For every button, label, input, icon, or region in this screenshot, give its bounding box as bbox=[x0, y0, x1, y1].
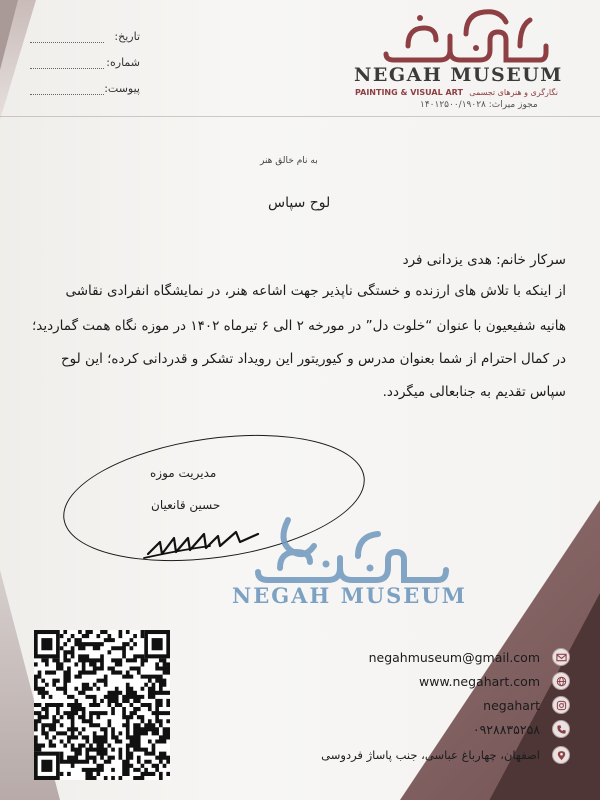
date-field bbox=[30, 30, 140, 46]
mail-icon bbox=[552, 648, 570, 666]
contact-instagram[interactable] bbox=[310, 696, 570, 716]
museum-stamp bbox=[218, 510, 458, 630]
body-line-4: سپاس تقدیم به جنابعالی میگردد. bbox=[382, 384, 566, 400]
opening-phrase: به نام خالق هنر bbox=[260, 156, 318, 166]
qr-code[interactable] bbox=[34, 630, 170, 780]
museum-logo bbox=[340, 0, 570, 112]
phone-text[interactable]: ۰۹۲۸۸۳۵۲۵۸ bbox=[472, 722, 540, 737]
stamp-text: NEGAH MUSEUM bbox=[232, 583, 467, 608]
qr-finder-pattern bbox=[34, 752, 60, 780]
attachment-field bbox=[30, 82, 140, 98]
phone-icon bbox=[552, 720, 570, 738]
instagram-text[interactable]: negahart bbox=[483, 698, 540, 713]
website-text[interactable]: www.negahart.com bbox=[419, 674, 540, 689]
museum-logo-mark-icon bbox=[380, 6, 550, 66]
contact-website[interactable] bbox=[310, 672, 570, 692]
contact-email[interactable] bbox=[310, 648, 570, 668]
museum-logo-name: NEGAH MUSEUM bbox=[354, 64, 563, 86]
heritage-permit: مجوز میراث: ۱۴۰۱۲۵۰۰/۱۹۰۲۸ bbox=[420, 100, 538, 110]
header-divider bbox=[0, 116, 600, 117]
number-label: شماره: bbox=[106, 56, 140, 69]
greeting-line: سرکار خانم: هدی یزدانی فرد bbox=[402, 252, 566, 268]
museum-logo-subtitle-en: PAINTING & VISUAL ART bbox=[355, 88, 463, 97]
instagram-icon bbox=[552, 696, 570, 714]
date-label: تاریخ: bbox=[114, 30, 140, 43]
contact-phone[interactable] bbox=[310, 720, 570, 740]
letter-title: لوح سپاس bbox=[268, 195, 331, 211]
address-text: اصفهان، چهارباغ عباسی، جنب پاساژ فردوسی bbox=[321, 748, 540, 762]
signatory-role: مدیریت موزه bbox=[150, 466, 217, 480]
globe-icon bbox=[552, 672, 570, 690]
attachment-label: پیوست: bbox=[104, 82, 140, 95]
number-line bbox=[30, 68, 104, 69]
date-line bbox=[30, 42, 104, 43]
body-line-3: در کمال احترام از شما بعنوان مدرس و کیوریتور این رویداد تشکر و قدردانی کرده؛ این لوح bbox=[60, 351, 566, 367]
museum-logo-subtitle-fa: نگارگری و هنرهای تجسمی bbox=[469, 88, 558, 97]
signatory-name: حسین قانعیان bbox=[151, 498, 221, 512]
qr-finder-pattern bbox=[144, 630, 170, 658]
contact-address bbox=[310, 746, 570, 766]
attachment-line bbox=[30, 94, 104, 95]
email-text[interactable]: negahmuseum@gmail.com bbox=[368, 650, 540, 665]
body-line-1: از اینکه با تلاش های ارزنده و خستگی ناپذیر جهت اشاعه هنر، در نمایشگاه انفرادی نقاشی bbox=[65, 283, 566, 299]
body-line-2: هانیه شفیعیون با عنوان “خلوت دل” در مورخه ۲ الی ۶ تیرماه ۱۴۰۲ در موزه نگاه همت گماردید؛ bbox=[31, 318, 566, 334]
location-pin-icon bbox=[552, 746, 570, 764]
qr-finder-pattern bbox=[34, 630, 60, 658]
number-field bbox=[30, 56, 140, 72]
